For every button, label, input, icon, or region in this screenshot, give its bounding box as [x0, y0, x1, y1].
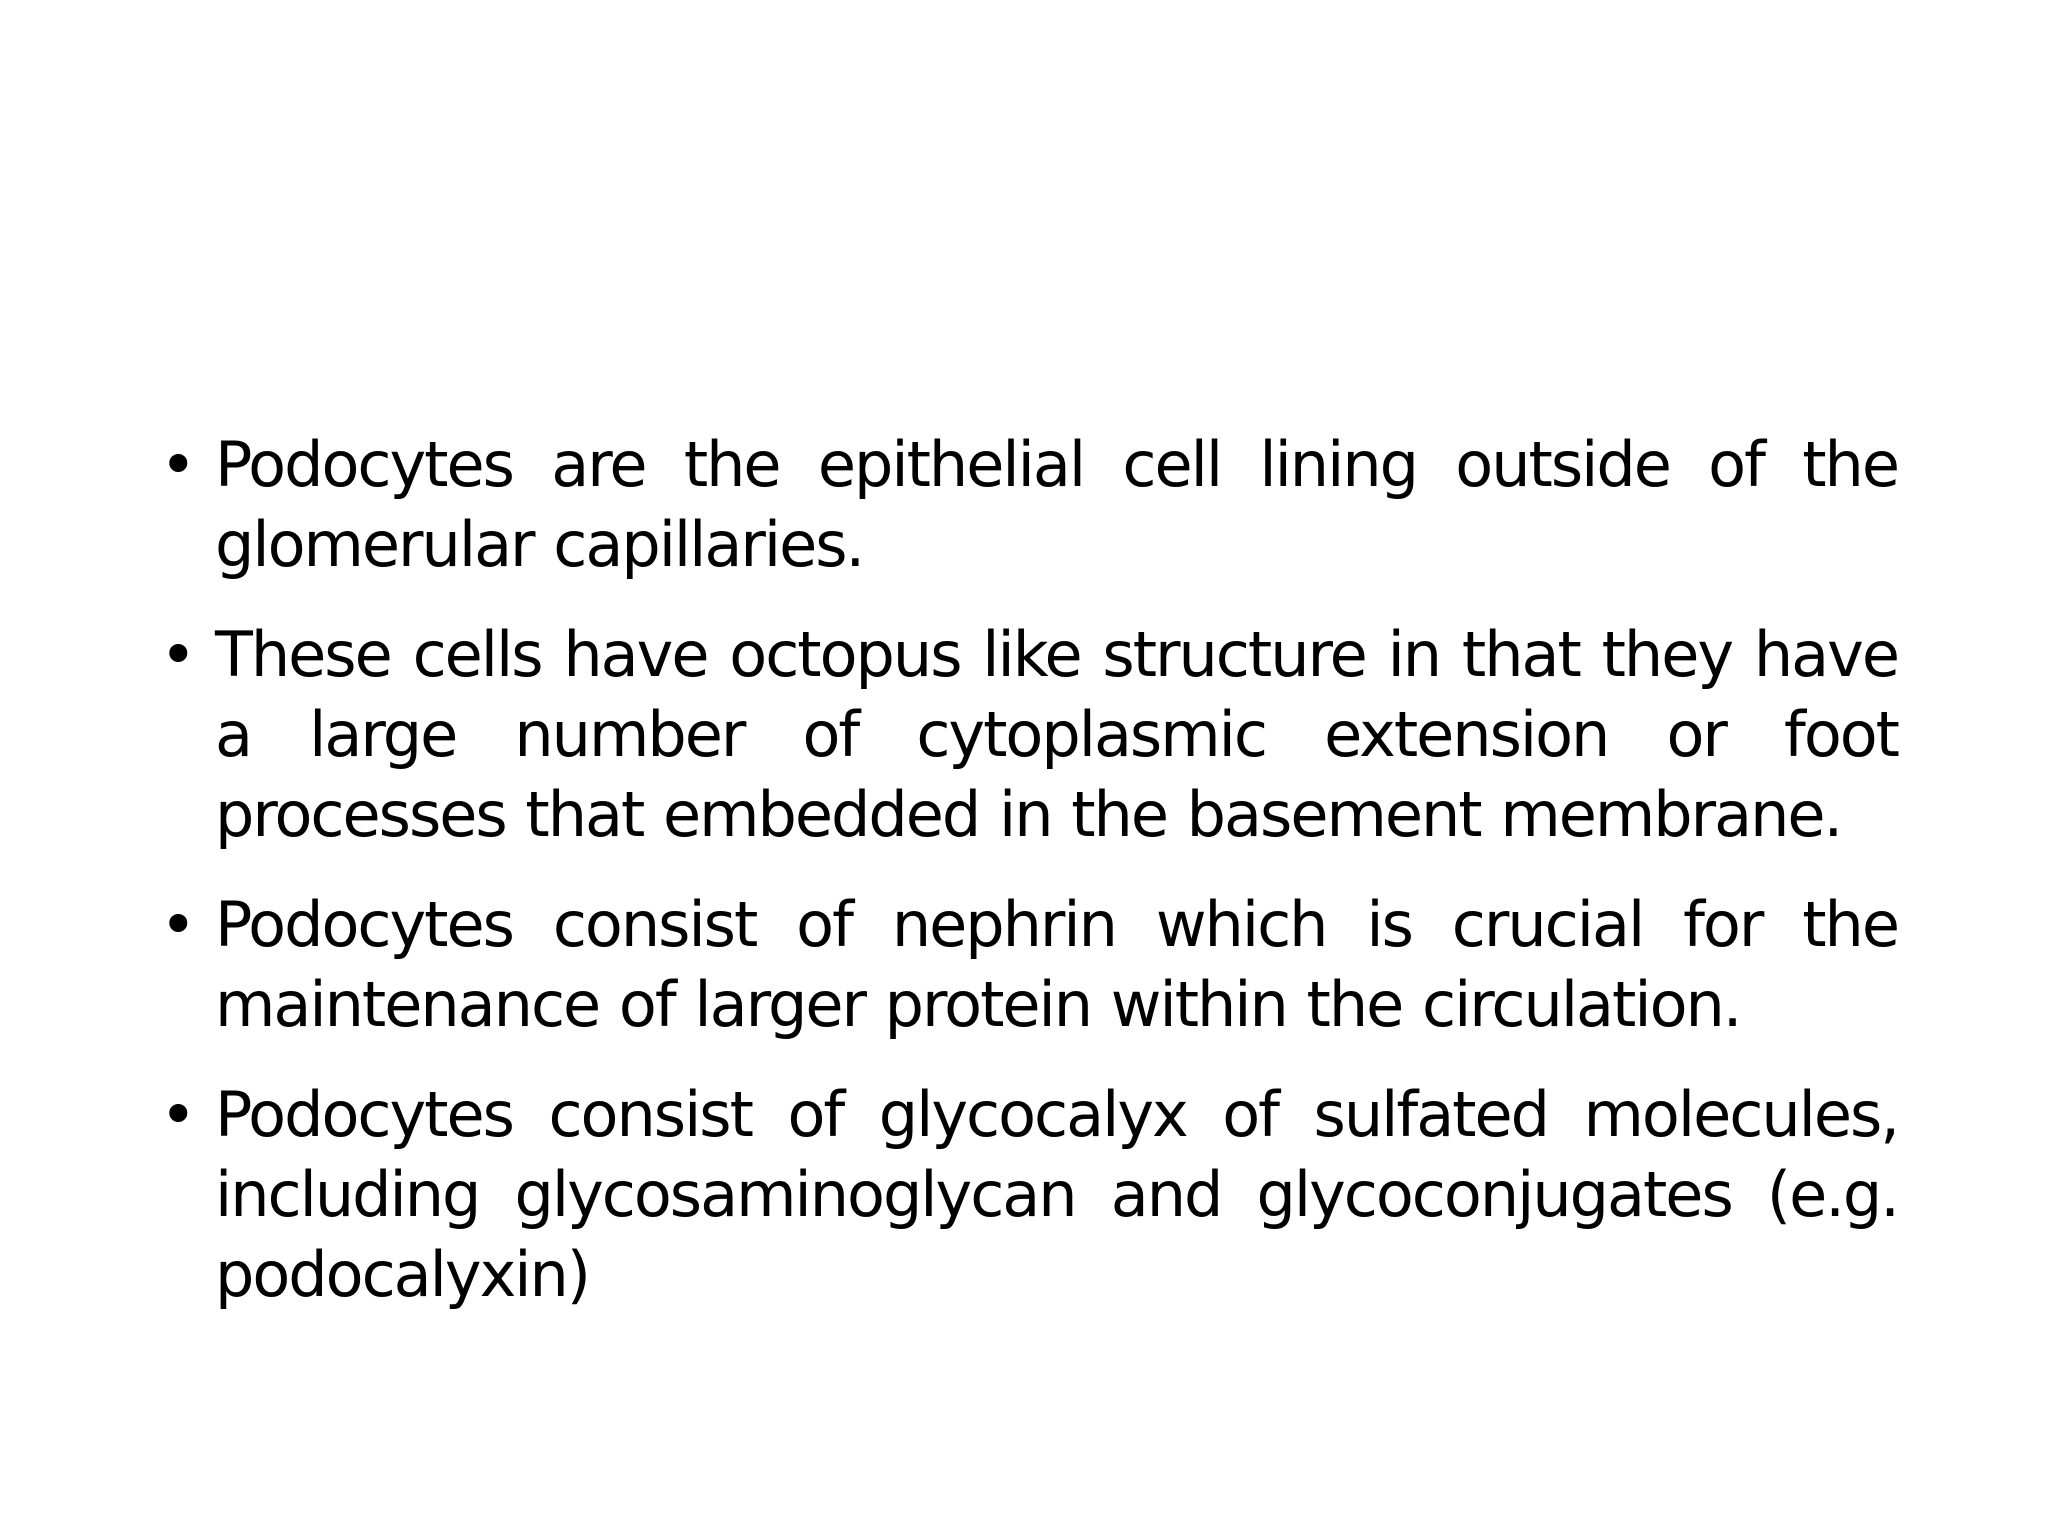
- bullet-text: These cells have octopus like structure in that they have a large number of cytoplasmic extension or foot processes that embedded in the basement membrane.: [215, 618, 1898, 851]
- bullet-item: [160, 885, 1898, 1045]
- bullet-dot: •: [160, 1078, 195, 1151]
- bullet-item: [160, 615, 1898, 855]
- bullet-item: [160, 1075, 1898, 1315]
- bullet-dot: •: [160, 888, 195, 961]
- bullet-text: Podocytes consist of glycocalyx of sulfated molecules, including glycosaminoglycan and glycoconjugates (e.g. podocalyxin): [215, 1078, 1898, 1311]
- bullet-dot: •: [160, 618, 195, 691]
- bullet-text: Podocytes are the epithelial cell lining outside of the glomerular capillaries.: [215, 428, 1898, 581]
- bullet-list: [160, 425, 1898, 1345]
- bullet-dot: •: [160, 428, 195, 501]
- bullet-text: Podocytes consist of nephrin which is crucial for the maintenance of larger protein within the circulation.: [215, 888, 1898, 1041]
- bullet-item: [160, 425, 1898, 585]
